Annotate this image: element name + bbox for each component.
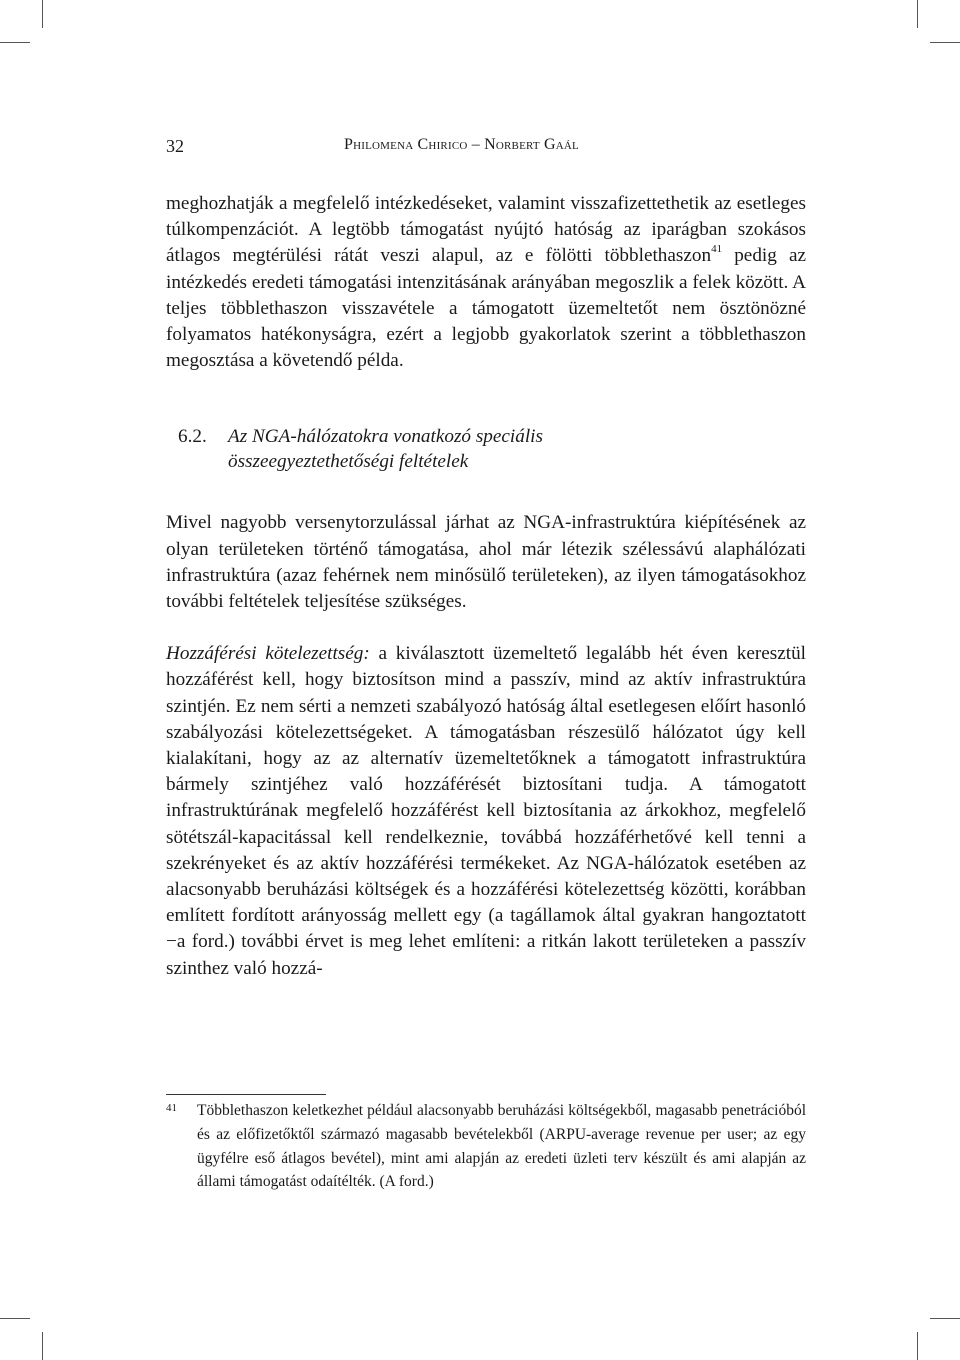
- footnote-reference[interactable]: 41: [711, 243, 723, 256]
- section-heading: [166, 424, 806, 474]
- access-obligation-text: a kiválasztott üzemeltető legalább hét éven keresztül hozzáférést kell, hogy biztosítson mind a passzív, mind az aktív infrastruktúra szintjén. Ez nem sérti a nemzeti szabályozó hatóság által esetlegesen előírt hasonló szabályozási kötelezettségeket. A támogatásban részesülő hálózatot úgy kell kialakítani, hogy az az alternatív üzemeltetőknek a támogatott infrastruktúra bármely szintjéhez való hozzáférését biztosítani tudja. A támogatott infrastruktúrának megfelelő hozzáférést kell biztosítania az árkokhoz, megfelelő sötétszál-kapacitással kell rendelkeznie, továbbá hozzáférhetővé kell tenni a szekrényeket és az aktív hozzáférési termékeket. Az NGA-hálózatok esetében az alacsonyabb beruházási költségek és a hozzáférési kötelezettség közötti, korábban említett fordított arányosság mellett egy (a tagállamok által gyakran hangoztatott −a ford.) további érvet is meg lehet említeni: a ritkán lakott területeken a passzív szinthez való hozzá-: [166, 643, 806, 979]
- footnote: [166, 1099, 806, 1194]
- footnote-separator: [166, 1094, 326, 1095]
- running-head: Philomena Chirico – Norbert Gaál: [344, 136, 579, 153]
- section-title-line-1: Az NGA-hálózatokra vonatkozó speciális: [228, 426, 543, 448]
- paragraph-access-obligation: [166, 641, 806, 982]
- page-header: [166, 136, 806, 162]
- paragraph-additional-conditions: Mivel nagyobb versenytorzulással járhat az NGA-infrastruktúra kiépítésének az olyan területeken történő támogatása, ahol már létezik szélessávú alaphálózati infrastruktúra (azaz fehérnek nem minősülő területeken), az ilyen támogatásokhoz további feltételek teljesítése szükséges.: [166, 512, 806, 613]
- footnote-text: Többlethaszon keletkezhet például alacsonyabb beruházási költségekből, magasabb penetrációból és az előfizetőktől származó magasabb bevételekből (ARPU-average revenue per user; az egy ügyfélre eső átlagos bevétel), mint ami alapján az eredeti üzleti terv készült és ami alapján az állami támogatást odaítélték. (A ford.): [197, 1102, 806, 1191]
- footnote-mark: 41: [166, 1102, 177, 1114]
- crop-mark-bottom-left-vertical: [42, 1332, 43, 1360]
- paragraph-overcompensation: [166, 191, 806, 374]
- crop-mark-top-left-horizontal: [0, 42, 30, 43]
- paragraph-1-part-2: pedig az intézkedés eredeti támogatási intenzitásának arányában megoszlik a felek között. A teljes többlethaszon visszavétele a támogatott üzemeltetőt nem ösztönözné folyamatos hatékonyságra, ezért a legjobb gyakorlatok szerint a többlethaszon megosztása a követendő példa.: [166, 245, 806, 372]
- page-number: 32: [166, 136, 184, 156]
- crop-mark-bottom-right-vertical: [917, 1332, 918, 1360]
- crop-mark-bottom-right-horizontal: [930, 1318, 960, 1319]
- access-obligation-label: Hozzáférési kötelezettség:: [166, 643, 370, 665]
- crop-mark-top-right-vertical: [917, 0, 918, 28]
- section-title-line-2: összeegyeztethetőségi feltételek: [228, 451, 469, 473]
- crop-mark-top-left-vertical: [42, 0, 43, 28]
- crop-mark-top-right-horizontal: [930, 42, 960, 43]
- section-number: 6.2.: [178, 426, 207, 448]
- body-text: [166, 191, 806, 982]
- crop-mark-bottom-left-horizontal: [0, 1318, 30, 1319]
- paragraph-1-part-1: meghozhatják a megfelelő intézkedéseket, valamint visszafizettethetik az esetleges túlkompenzációt. A legtöbb támogatást nyújtó hatóság az iparágban szokásos átlagos megtérülési rátát veszi alapul, az e fölötti többlethaszon: [166, 193, 806, 267]
